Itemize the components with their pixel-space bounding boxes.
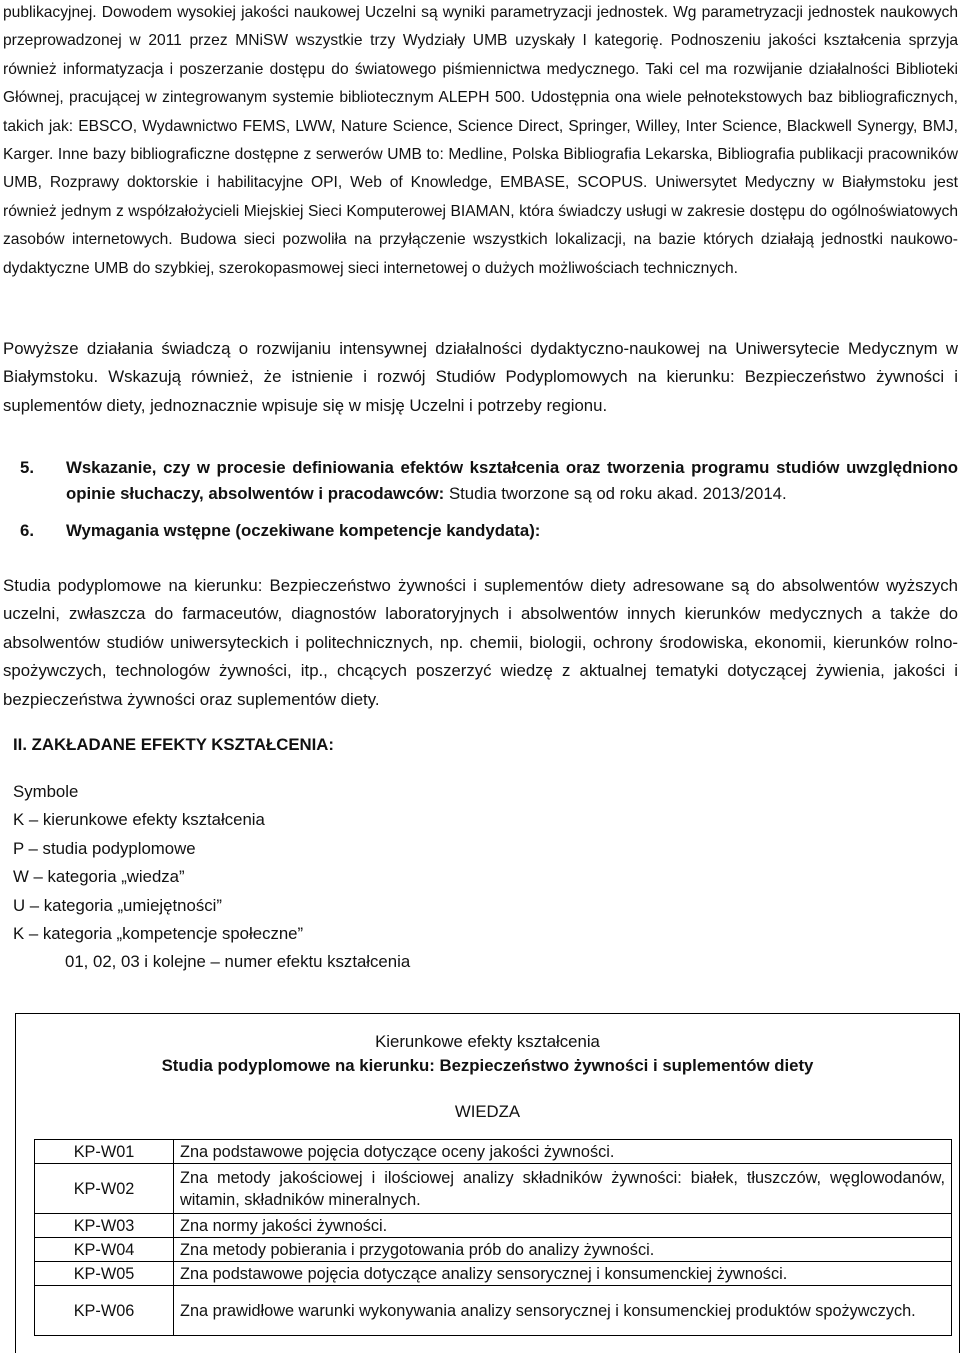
section-5 bbox=[20, 455, 958, 507]
section-ii-heading: II. ZAKŁADANE EFEKTY KSZTAŁCENIA: bbox=[13, 735, 335, 754]
table-row bbox=[35, 1164, 952, 1214]
paragraph-databases-text: Udostępnia ona wiele pełnotekstowych baz bibliograficznych, takich jak: EBSCO, Wydawnictwo FEMS, LWW, Nature Science, Science Direct, Springer, Willey, Inter Science, Blackwell Synergy, BMJ, Karger. Inne bazy bibliograficzne dostępne z serwerów UMB to: Medline, Polska Bibliografia Lekarska, Bibliografia publikacji pracowników UMB, Rozprawy doktorskie i habilitacyjne OPI, Web of Knowledge, EMBASE, SCOPUS. Uniwersytet Medyczny w Białymstoku jest również jednym z współzałożycieli Miejskiej Sieci Komputerowej BIAMAN, która świadczy usługi w zakresie dostępu do ogólnoświatowych zasobów internetowych. Budowa sieci pozwoliła na przyłączenie wszystkich lokalizacji, na bazie których działają jednostki naukowo-dydaktyczne UMB do szybkiej, szerokopasmowej sieci internetowej o dużych możliwościach technicznych. bbox=[3, 89, 958, 277]
table-title: Kierunkowe efekty kształcenia bbox=[375, 1032, 600, 1051]
outcome-description: Zna metody pobierania i przygotowania prób do analizy żywności. bbox=[174, 1238, 952, 1262]
symbol-item: K – kierunkowe efekty kształcenia bbox=[13, 810, 265, 830]
requirements-paragraph: Studia podyplomowe na kierunku: Bezpieczeństwo żywności i suplementów diety adresowane są do absolwentów wyższych uczelni, zwłaszcza do farmaceutów, diagnostów laboratoryjnych i absolwentów innych kierunków medycznych a także do absolwentów studiów uniwersyteckich i politechnicznych, np. chemii, biologii, ochrony środowiska, ekonomii, kierunków rolno-spożywczych, technologów żywności, itp., chcących poszerzyć wiedzę z aktualnej tematyki dotyczącej żywienia, jakości i bezpieczeństwa żywności oraz suplementów diety. bbox=[3, 576, 958, 709]
outcome-code: KP-W05 bbox=[35, 1262, 174, 1286]
section-5-text: Studia tworzone są od roku akad. 2013/2014. bbox=[444, 484, 787, 503]
paragraph-intro bbox=[3, 0, 958, 283]
outcome-code: KP-W04 bbox=[35, 1238, 174, 1262]
symbol-item: W – kategoria „wiedza” bbox=[13, 867, 185, 887]
paragraph-summary: Powyższe działania świadczą o rozwijaniu intensywnej działalności dydaktyczno-naukowej na Uniwersytecie Medycznym w Białymstoku. Wskazują również, że istnienie i rozwój Studiów Podyplomowych na kierunku: Bezpieczeństwo żywności i suplementów diety, jednoznacznie wpisuje się w misję Uczelni i potrzeby regionu. bbox=[3, 339, 958, 415]
table-row bbox=[35, 1262, 952, 1286]
outcome-code: KP-W01 bbox=[35, 1140, 174, 1164]
outcome-code: KP-W03 bbox=[35, 1214, 174, 1238]
section-5-heading: Wskazanie, czy w procesie definiowania efektów kształcenia oraz tworzenia programu studiów uwzględniono opinie słuchaczy, absolwentów i pracodawców: bbox=[66, 458, 958, 503]
table-row bbox=[35, 1140, 952, 1164]
table-row bbox=[35, 1214, 952, 1238]
table-row bbox=[35, 1238, 952, 1262]
section-5-number: 5. bbox=[20, 458, 34, 477]
symbol-item: U – kategoria „umiejętności” bbox=[13, 895, 222, 915]
section-6-heading: Wymagania wstępne (oczekiwane kompetencje kandydata): bbox=[66, 521, 541, 540]
symbol-item: P – studia podyplomowe bbox=[13, 838, 196, 858]
section-5-body bbox=[66, 455, 958, 507]
table-section-label: WIEDZA bbox=[454, 1102, 521, 1121]
outcome-description: Zna prawidłowe warunki wykonywania analizy sensorycznej i konsumenckiej produktów spożywczych. bbox=[174, 1286, 952, 1336]
table-row bbox=[35, 1286, 952, 1336]
outcome-code: KP-W06 bbox=[35, 1286, 174, 1336]
section-6-number: 6. bbox=[20, 521, 34, 540]
paragraph-intro-text: publikacyjnej. Dowodem wysokiej jakości naukowej Uczelni są wyniki parametryzacji jednostek. Wg parametryzacji jednostek naukowych przeprowadzonej w 2011 przez MNiSW wszystkie trzy Wydziały UMB uzyskały I kategorię. Podnoszeniu jakości kształcenia sprzyja również informatyzacja i poszerzanie dostępu do światowego piśmiennictwa medycznego. bbox=[3, 4, 958, 78]
symbol-item: K – kategoria „kompetencje społeczne” bbox=[13, 924, 304, 944]
outcome-description: Zna podstawowe pojęcia dotyczące analizy sensorycznej i konsumenckiej żywności. bbox=[174, 1262, 952, 1286]
learning-outcomes-box bbox=[15, 1013, 960, 1353]
outcome-description: Zna metody jakościowej i ilościowej analizy składników żywności: białek, tłuszczów, węglowodanów, witamin, składników mineralnych. bbox=[174, 1164, 952, 1214]
outcome-description: Zna normy jakości żywności. bbox=[174, 1214, 952, 1238]
paragraph-library-text: Taki cel ma rozwijanie działalności Biblioteki Głównej, pracującej w zintegrowanym systemie bibliotecznym ALEPH 500. bbox=[3, 60, 958, 107]
symbol-numbering: 01, 02, 03 i kolejne – numer efektu kształcenia bbox=[65, 952, 411, 972]
learning-outcomes-table bbox=[34, 1139, 952, 1336]
outcome-description: Zna podstawowe pojęcia dotyczące oceny jakości żywności. bbox=[174, 1140, 952, 1164]
symbols-list bbox=[13, 778, 410, 977]
table-subtitle: Studia podyplomowe na kierunku: Bezpieczeństwo żywności i suplementów diety bbox=[161, 1056, 814, 1075]
outcome-code: KP-W02 bbox=[35, 1164, 174, 1214]
section-6 bbox=[20, 518, 958, 544]
symbols-title: Symbole bbox=[13, 782, 79, 801]
